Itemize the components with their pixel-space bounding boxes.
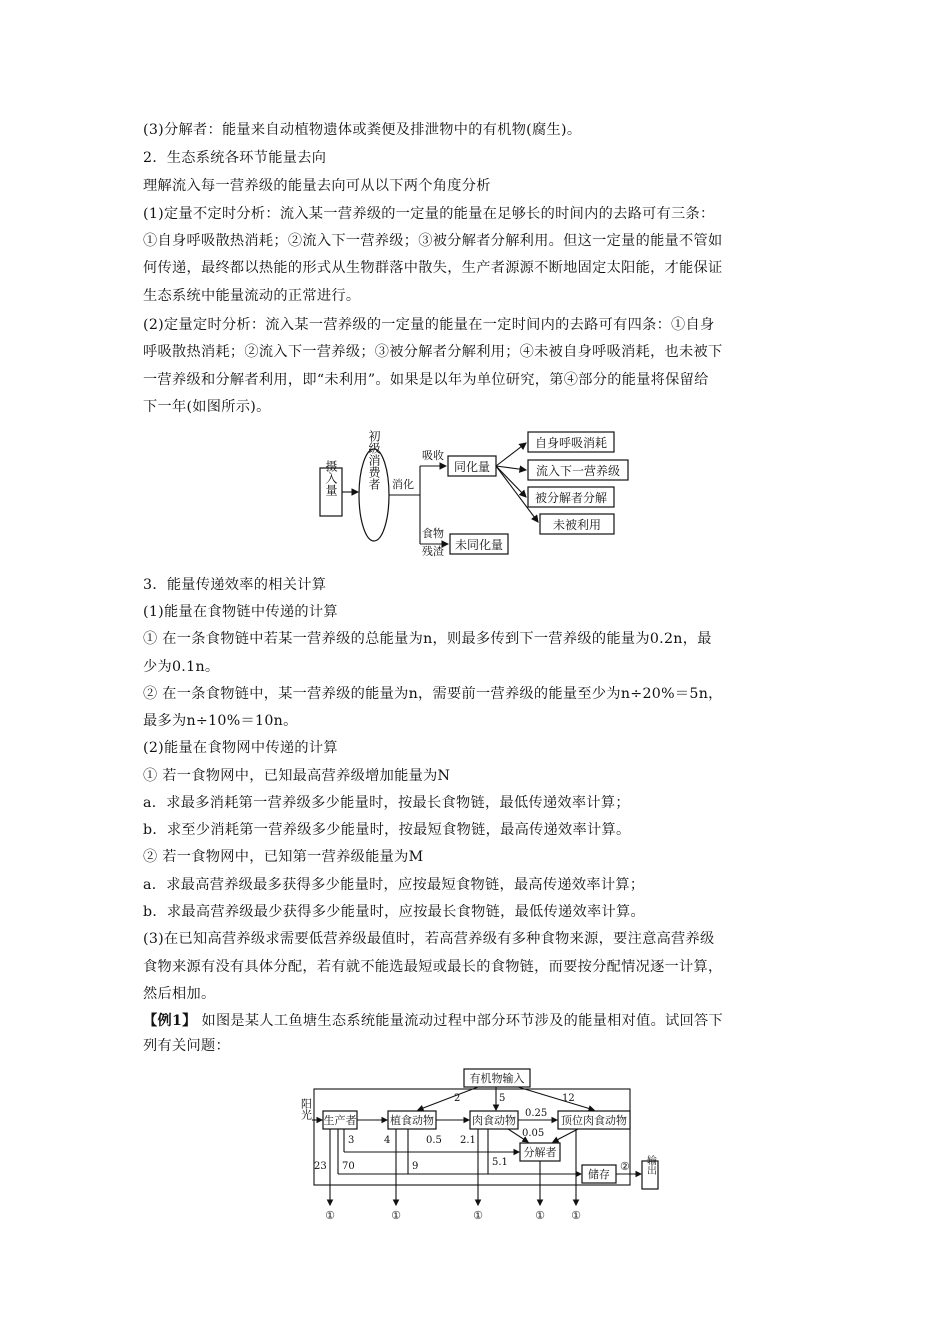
circ1-b: ①: [391, 1209, 401, 1222]
num-c-s: 5.1: [492, 1157, 508, 1168]
text-line: ① 若一食物网中，已知最高营养级增加能量为N: [143, 768, 451, 784]
circ2-label: ②: [620, 1160, 630, 1173]
digest-label: 消化: [392, 478, 414, 491]
num-p-d: 3: [348, 1135, 355, 1146]
text-line: 少为0.1n。: [143, 659, 220, 675]
text-line: 生态系统中能量流动的正常进行。: [143, 288, 361, 304]
text-line: 下一年(如图所示)。: [143, 399, 271, 415]
num-h-d: 0.5: [426, 1135, 442, 1146]
text-line: ①自身呼吸散热消耗；②流入下一营养级；③被分解者分解利用。但这一定量的能量不管如: [143, 233, 723, 249]
text-line: 食物来源有没有具体分配，若有就不能选最短或最长的食物链，而要按分配情况逐一计算，: [143, 959, 723, 975]
num-in-herb: 2: [454, 1093, 461, 1104]
text-line: ② 若一食物网中，已知第一营养级能量为M: [143, 849, 424, 865]
energy-flow-diagram-2: [278, 1065, 678, 1225]
text-line: 然后相加。: [143, 986, 216, 1002]
text-line: 一营养级和分解者利用，即“未利用”。如果是以年为单位研究，第④部分的能量将保留给: [143, 372, 709, 388]
food-label: 食物: [422, 527, 444, 540]
top-carnivore-label: 顶位肉食动物: [561, 1114, 627, 1127]
num-p-1: 23: [314, 1161, 327, 1172]
assimilated-label: 同化量: [453, 460, 491, 474]
text-line: 何传递，最终都以热能的形式从生物群落中散失，生产者源源不断地固定太阳能，才能保证: [143, 260, 723, 276]
example-text: 如图是某人工鱼塘生态系统能量流动过程中部分环节涉及的能量相对值。试回答下: [201, 1013, 724, 1029]
storage-label: 储存: [588, 1168, 610, 1181]
herbivore-label: 植食动物: [390, 1114, 434, 1127]
text-line: a．求最高营养级最多获得多少能量时，应按最短食物链，最高传递效率计算；: [143, 877, 645, 893]
text-line: 理解流入每一营养级的能量去向可从以下两个角度分析: [143, 178, 491, 194]
absorb-label: 吸收: [422, 449, 444, 462]
num-h-s: 9: [412, 1161, 419, 1172]
carnivore-label: 肉食动物: [472, 1114, 516, 1127]
circ1-a: ①: [325, 1209, 335, 1222]
text-line: (1)定量不定时分析：流入某一营养级的一定量的能量在足够长的时间内的去路可有三条：: [143, 206, 715, 222]
sun-label: 阳光: [299, 1098, 313, 1120]
example-line-1: [143, 1011, 823, 1031]
output-label-1: 自身呼吸消耗: [534, 436, 608, 450]
text-line: (2)能量在食物网中传递的计算: [143, 740, 338, 756]
circ1-c: ①: [473, 1209, 483, 1222]
example-line-2: 列有关问题：: [143, 1038, 230, 1054]
output-label-3: 被分解者分解: [534, 491, 608, 505]
energy-flow-diagram-1: [318, 420, 638, 560]
text-line: b．求至少消耗第一营养级多少能量时，按最短食物链，最高传递效率计算。: [143, 822, 631, 838]
text-line: 呼吸散热消耗；②流入下一营养级；③被分解者分解利用；④未被自身呼吸消耗，也未被下: [143, 344, 723, 360]
decomposer-label: 分解者: [523, 1146, 557, 1159]
input-label: 有机物输入: [469, 1072, 525, 1085]
circ1-d: ①: [535, 1209, 545, 1222]
unassimilated-label: 未同化量: [454, 538, 504, 552]
num-in-carn: 5: [499, 1093, 506, 1104]
residue-label: 残渣: [422, 545, 444, 558]
consumer-label: 初级消费者: [367, 430, 381, 490]
text-line: b．求最高营养级最少获得多少能量时，应按最长食物链，最低传递效率计算。: [143, 904, 645, 920]
text-line: ② 在一条食物链中，某一营养级的能量为n，需要前一营养级的能量至少为n÷20%＝5n，: [143, 686, 723, 702]
num-c-top: 0.25: [525, 1108, 548, 1119]
text-line: ① 在一条食物链中若某一营养级的总能量为n，则最多传到下一营养级的能量为0.2n，最: [143, 631, 712, 647]
num-p-s: 70: [342, 1161, 355, 1172]
output-label-2: 流入下一营养级: [535, 464, 621, 478]
output-label: 输出: [644, 1155, 656, 1175]
producer-label: 生产者: [323, 1114, 357, 1127]
text-line: (2)定量定时分析：流入某一营养级的一定量的能量在一定时间内的去路可有四条：①自身: [143, 317, 715, 333]
num-h-up: 4: [384, 1135, 391, 1146]
text-line: (3)在已知高营养级求需要低营养级最值时，若高营养级有多种食物来源，要注意高营养级: [143, 931, 715, 947]
intake-label: 摄入量: [324, 460, 338, 496]
num-c-up: 2.1: [460, 1135, 476, 1146]
text-line: (1)能量在食物链中传递的计算: [143, 604, 338, 620]
example-tag: 【例1】: [143, 1013, 197, 1029]
num-in-top: 12: [562, 1093, 575, 1104]
text-line: 最多为n÷10%＝10n。: [143, 713, 298, 729]
text-line: 2．生态系统各环节能量去向: [143, 150, 327, 166]
num-c-d: 0.05: [522, 1128, 545, 1139]
output-label-4: 未被利用: [552, 518, 602, 532]
text-line: 3．能量传递效率的相关计算: [143, 577, 327, 593]
circ1-e: ①: [571, 1209, 581, 1222]
text-line: a．求最多消耗第一营养级多少能量时，按最长食物链，最低传递效率计算；: [143, 795, 630, 811]
text-line: (3)分解者：能量来自动植物遗体或粪便及排泄物中的有机物(腐生)。: [143, 122, 582, 138]
